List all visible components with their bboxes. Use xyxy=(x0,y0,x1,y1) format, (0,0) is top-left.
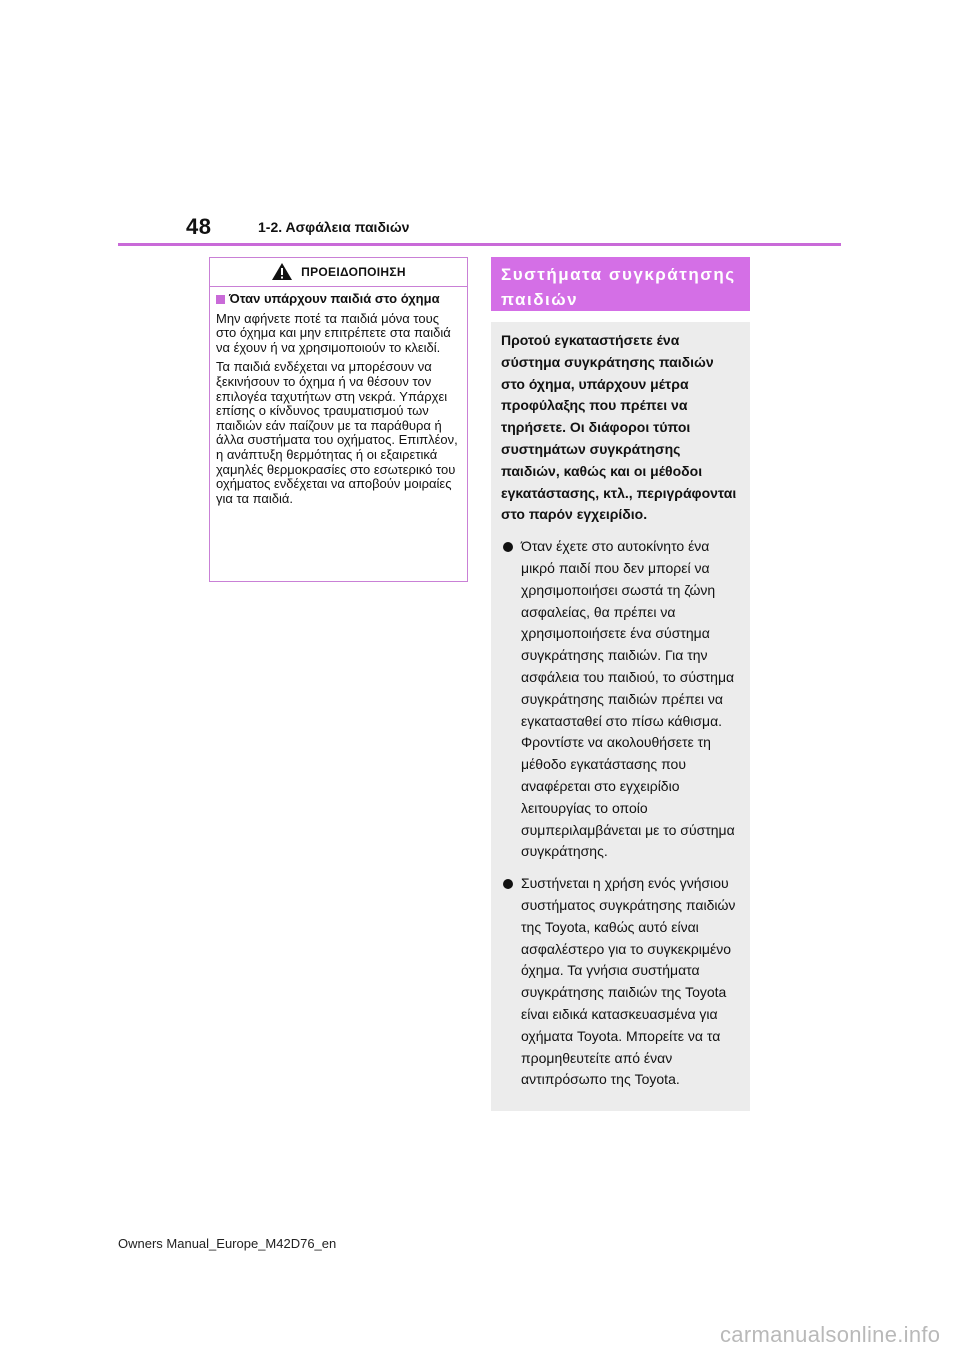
section-title: 1-2. Ασφάλεια παιδιών xyxy=(258,219,410,235)
bullet-icon xyxy=(503,542,513,552)
warning-title: ΠΡΟΕΙΔΟΠΟΙΗΣΗ xyxy=(301,265,406,279)
topic-title: Συστήματα συγκράτησης παιδιών xyxy=(491,257,750,311)
list-item-text: Συστήνεται η χρήση ενός γνήσιου συστήματος συγκράτησης παιδιών της Toyota, καθώς αυτό είναι ασφαλέστερο για το συγκεκριμένο όχημα. Τα γνήσια συστήματα συγκράτησης παιδιών της Toyota είναι ειδικά κατασκευασμένα για οχήματα Toyota. Μπορείτε να τα προμηθευτείτε από έναν αντιπρόσωπο της Toyota. xyxy=(521,875,736,1088)
warning-paragraph: Τα παιδιά ενδέχεται να μπορέσουν να ξεκινήσουν το όχημα ή να θέσουν τον επιλογέα ταχυτήτων στη νεκρά. Υπάρχει επίσης ο κίνδυνος τραυματισμού των παιδιών εάν παίζουν με τα παράθυρα ή άλλα συστήματα του οχήματος. Επιπλέον, η ανάπτυξη θερμότητας ή οι εξαιρετικά χαμηλές θερμοκρασίες στο εσωτερικό του οχήματος ενδέχεται να αποβούν μοιραίες για τα παιδιά. xyxy=(216,359,458,506)
topic-content xyxy=(491,322,750,1111)
warning-subheading xyxy=(216,292,459,307)
list-item xyxy=(501,873,738,1091)
warning-triangle-icon xyxy=(271,264,293,281)
square-bullet-icon xyxy=(216,295,225,304)
topic-intro: Προτού εγκαταστήσετε ένα σύστημα συγκράτησης παιδιών στο όχημα, υπάρχουν μέτρα προφύλαξης που πρέπει να τηρήσετε. Οι διάφοροι τύποι συστημάτων συγκράτησης παιδιών, καθώς και οι μέθοδοι εγκατάστασης, κτλ., περιγράφονται στο παρόν εγχειρίδιο. xyxy=(501,332,737,523)
list-item-text: Όταν έχετε στο αυτοκίνητο ένα μικρό παιδί που δεν μπορεί να χρησιμοποιήσει σωστά τη ζώνη ασφαλείας, θα πρέπει να χρησιμοποιήσετε ένα σύστημα συγκράτησης παιδιών. Για την ασφάλεια του παιδιού, το σύστημα συγκράτησης παιδιών πρέπει να εγκατασταθεί στο πίσω κάθισμα. Φροντίστε να ακολουθήσετε τη μέθοδο εγκατάστασης που αναφέρεται στο εγχειρίδιο λειτουργίας το οποίο συμπεριλαμβάνεται με το σύστημα συγκράτησης. xyxy=(521,538,735,860)
page-number: 48 xyxy=(186,214,212,239)
bullet-icon xyxy=(503,879,513,889)
warning-paragraph: Μην αφήνετε ποτέ τα παιδιά μόνα τους στο όχημα και μην επιτρέπετε στα παιδιά να έχουν ή να χρησιμοποιούν το κλειδί. xyxy=(216,310,451,355)
warning-body xyxy=(210,287,467,506)
footer-text: Owners Manual_Europe_M42D76_en xyxy=(118,1236,337,1251)
header-rule xyxy=(118,243,841,246)
list-item xyxy=(501,536,738,863)
warning-box xyxy=(209,257,468,582)
warning-header xyxy=(210,258,467,287)
watermark: carmanualsonline.info xyxy=(720,1322,941,1347)
warning-subheading-text: Όταν υπάρχουν παιδιά στο όχημα xyxy=(229,291,440,306)
